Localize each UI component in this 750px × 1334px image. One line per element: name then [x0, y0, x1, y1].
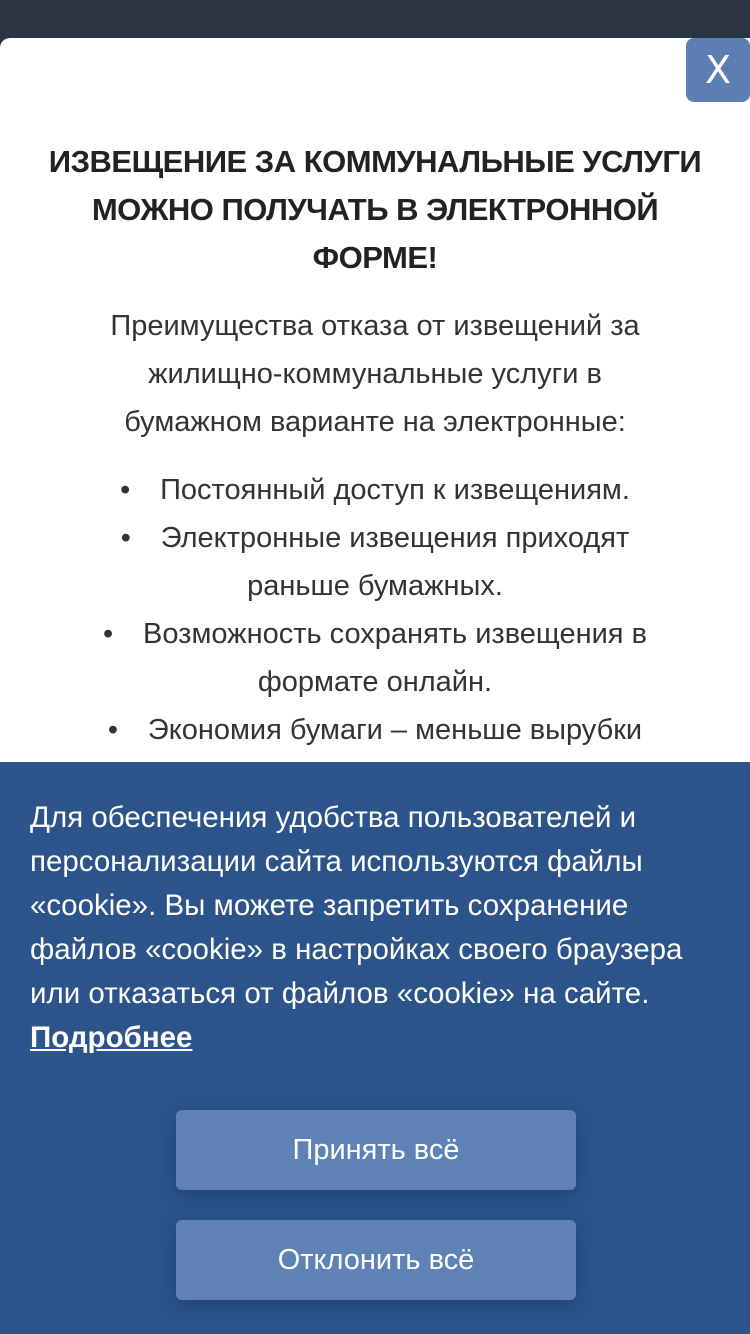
top-bar: [0, 0, 750, 38]
modal-intro-line: Преимущества отказа от извещений за: [110, 310, 640, 342]
modal-title-line: ИЗВЕЩЕНИЕ ЗА КОММУНАЛЬНЫЕ УСЛУГИ: [48, 144, 702, 179]
bullet-icon: •: [120, 522, 131, 554]
benefit-text-continued: формате онлайн.: [257, 666, 493, 698]
cookie-banner: [0, 762, 750, 1334]
list-item: [40, 706, 710, 754]
benefits-list: [40, 466, 710, 754]
modal-title-line: МОЖНО ПОЛУЧАТЬ В ЭЛЕКТРОННОЙ: [91, 192, 659, 227]
bullet-icon: •: [107, 714, 119, 746]
bullet-icon: •: [103, 618, 114, 650]
cookie-message: Для обеспечения удобства пользователей и персонализации сайта используются файлы «cookie». Вы можете запретить сохранение файлов «cookie» в настройках своего браузера или отказаться от файлов «cookie» на сайте.: [30, 801, 683, 1010]
modal-title: [30, 138, 720, 282]
close-button[interactable]: X: [686, 38, 750, 102]
benefit-text: Постоянный доступ к извещениям.: [160, 474, 630, 506]
modal-intro-line: бумажном варианте на электронные:: [124, 406, 626, 438]
benefit-text: Электронные извещения приходят: [160, 522, 630, 554]
list-item: [40, 514, 710, 610]
bullet-icon: •: [120, 474, 131, 506]
modal-intro: [40, 302, 710, 446]
list-item: [40, 610, 710, 706]
modal-title-line: ФОРМЕ!: [312, 240, 438, 275]
benefit-text: Экономия бумаги – меньше вырубки: [147, 714, 643, 746]
cookie-text: [30, 796, 720, 1060]
more-link[interactable]: Подробнее: [30, 1021, 193, 1054]
accept-all-button[interactable]: Принять всё: [176, 1110, 576, 1190]
list-item: [40, 466, 710, 514]
decline-all-button[interactable]: Отклонить всё: [176, 1220, 576, 1300]
benefit-text: Возможность сохранять извещения в: [143, 618, 647, 650]
benefit-text-continued: раньше бумажных.: [247, 570, 503, 602]
modal-intro-line: жилищно-коммунальные услуги в: [148, 358, 602, 390]
